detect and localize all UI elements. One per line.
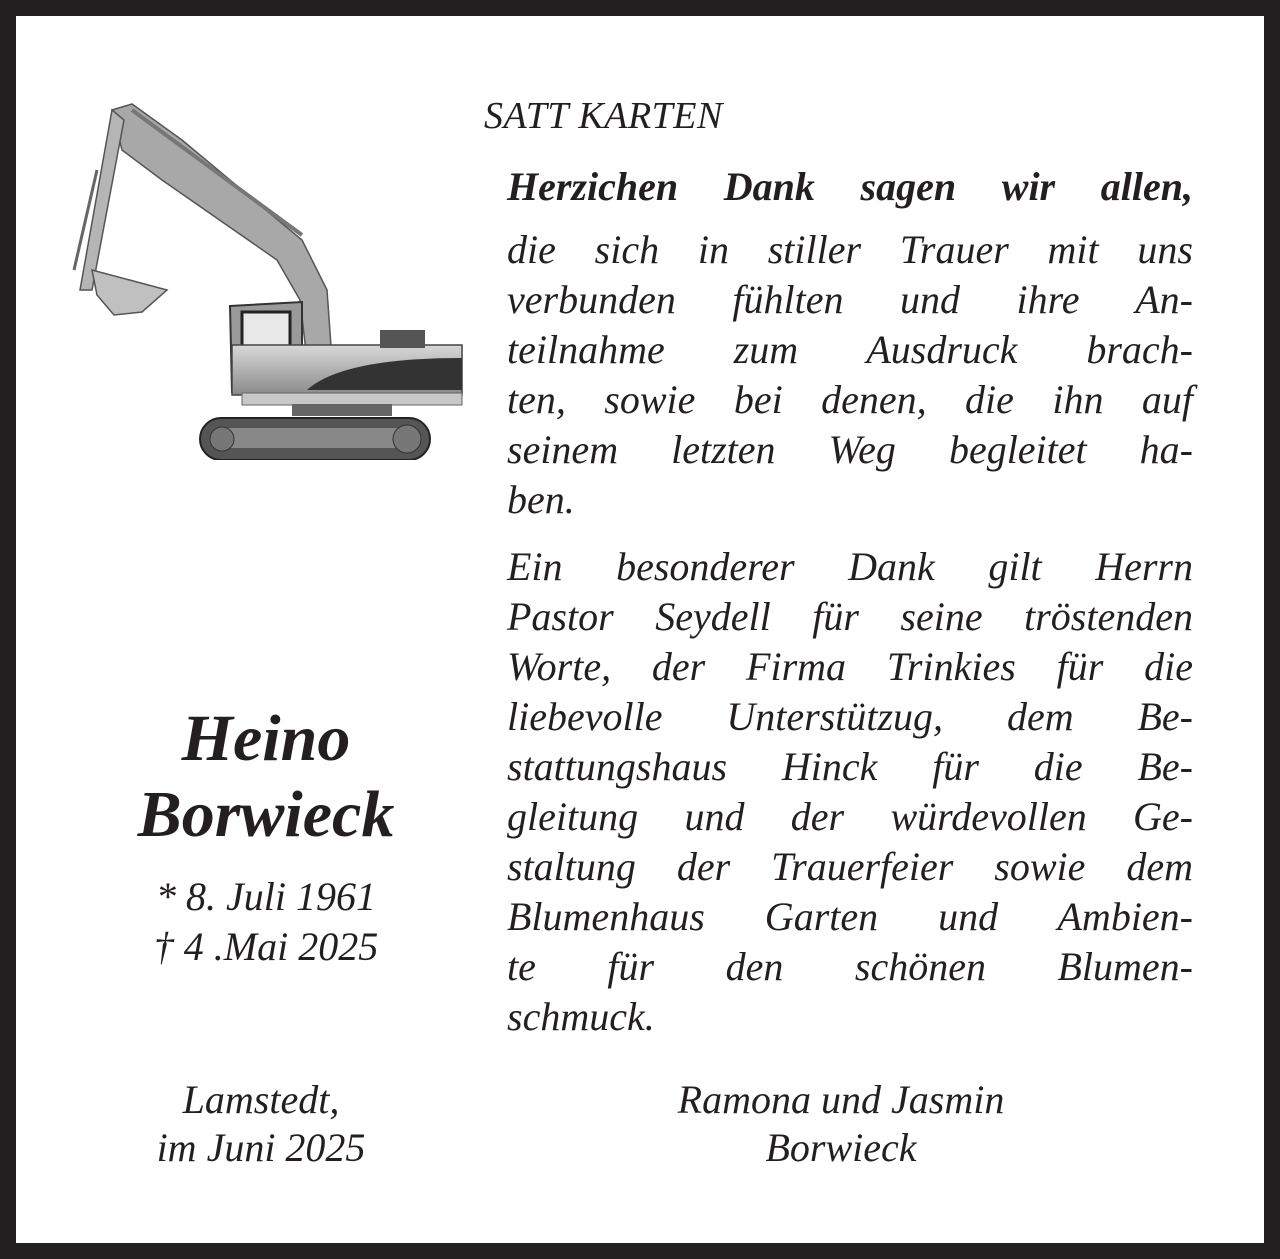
text-line: staltung der Trauerfeier sowie dem (507, 844, 1193, 889)
text-line: Worte, der Firma Trinkies für die (507, 644, 1193, 689)
text-line: schmuck. (507, 994, 655, 1039)
text-line: Ein besonderer Dank gilt Herrn (507, 544, 1193, 589)
thanks-text (507, 162, 1193, 1042)
text-line: Blumenhaus Garten und Ambien- (507, 894, 1193, 939)
birth-date: * 8. Juli 1961 (156, 874, 376, 919)
death-date: † 4 .Mai 2025 (153, 924, 379, 969)
intro-line: Herzichen Dank sagen wir allen, (507, 164, 1193, 209)
text-line: Pastor Seydell für seine tröstenden (507, 594, 1193, 639)
text-line: ten, sowie bei denen, die ihn auf (507, 377, 1193, 422)
text-line: stattungshaus Hinck für die Be- (507, 744, 1193, 789)
deceased-last-name: Borwieck (137, 778, 395, 851)
thank-you-card (16, 16, 1264, 1243)
header-satt-karten: SATT KARTEN (484, 95, 723, 137)
signature-names: Ramona und Jasmin (677, 1077, 1005, 1122)
text-line: verbunden fühlten und ihre An- (507, 277, 1193, 322)
text-line: liebevolle Unterstützug, dem Be- (507, 694, 1193, 739)
text-line: gleitung und der würdevollen Ge- (507, 794, 1193, 839)
place: Lamstedt, (182, 1077, 340, 1122)
text-line: seinem letzten Weg begleitet ha- (507, 427, 1193, 472)
signature-surname: Borwieck (765, 1125, 917, 1170)
deceased-first-name: Heino (181, 702, 351, 775)
text-line: teilnahme zum Ausdruck brach- (507, 327, 1193, 372)
text-line: die sich in stiller Trauer mit uns (507, 227, 1193, 272)
excavator-icon (52, 90, 472, 460)
text-line: te für den schönen Blumen- (507, 944, 1193, 989)
text-line: ben. (507, 477, 575, 522)
date-line: im Juni 2025 (156, 1125, 366, 1170)
